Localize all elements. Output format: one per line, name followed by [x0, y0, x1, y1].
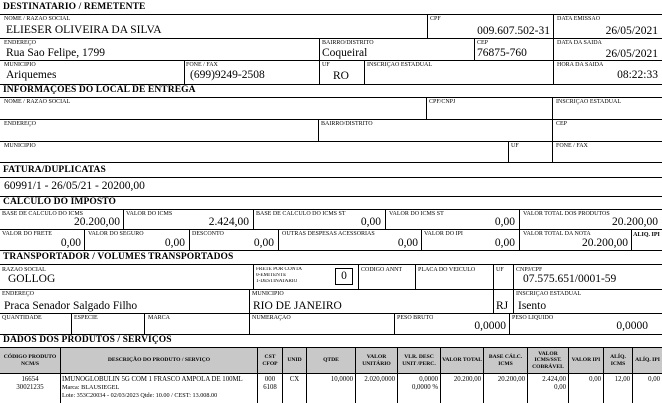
dest-endereco-label: ENDEREÇO [4, 40, 36, 46]
col-codigo-header: CÓDIGO PRODUTO NCM/S [0, 348, 60, 373]
transp-peso-liquido-label: PESO LÍQUIDO [512, 315, 554, 321]
dest-data-saida-label: DATA DA SAIDA [557, 40, 602, 46]
col-aliq-ipi-header: ALÍQ. IPI [633, 348, 662, 373]
dest-data-emissao-label: DATA EMISSÃO [557, 16, 601, 22]
imp-v-ipi-label: VALOR DO IPI [424, 231, 463, 237]
transp-peso-bruto-label: PESO BRUTO [397, 315, 434, 321]
entrega-nome-label: NOME / RAZÃO SOCIAL [4, 99, 71, 105]
transp-ie: Isento [518, 300, 547, 312]
section-title-produtos: DADOS DOS PRODUTOS / SERVIÇOS [3, 335, 172, 345]
transp-razao-label: RAZÃO SOCIAL [2, 267, 46, 273]
entrega-cep-label: CEP [556, 121, 568, 127]
transp-cnpj: 07.575.651/0001-59 [523, 273, 617, 285]
row-cst: 000 [264, 376, 276, 383]
col-cst-header: CST CFOP [258, 348, 282, 373]
row-bc-icms: 20.200,00 [497, 376, 525, 383]
transp-uf-label: UF [496, 267, 504, 273]
row-aliq-ipi: 0,00 [648, 376, 660, 383]
section-title-transportador: TRANSPORTADOR / VOLUMES TRANSPORTADOS [3, 252, 234, 262]
row-desc-line1: IMUNOGLOBULIN 5G COM 1 FRASCO AMPOLA DE 100ML [62, 376, 243, 383]
imp-bc-icms-st-label: BASE DE CÁLCULO DO ICMS ST [256, 211, 346, 217]
imp-v-frete-label: VALOR DO FRETE [2, 231, 52, 237]
col-descricao-header: DESCRIÇÃO DO PRODUTO / SERVIÇO [61, 348, 257, 373]
imp-desconto: 0,00 [253, 237, 274, 249]
transp-cnpj-label: CNPJ/CPF [516, 267, 543, 273]
dest-endereco: Rua Sao Felipe, 1799 [6, 47, 106, 59]
col-qtde-header: QTDE [307, 348, 355, 373]
dest-ie-label: INSCRIÇÃO ESTADUAL [367, 62, 433, 68]
transp-frete-label-2: 0-EMITENTE [256, 273, 287, 278]
transp-endereco: Praca Senador Salgado Filho [4, 300, 138, 312]
row-desc-perc: 0,0000 % [411, 384, 438, 391]
row-desc-line3: Lote: 353C20034 - 02/03/2023 Qtde: 10.00 / CEST: 13.008.00 [62, 392, 218, 399]
imp-v-icms-st: 0,00 [494, 216, 515, 228]
dest-bairro: Coqueiral [322, 47, 368, 59]
dest-cpf-label: CPF [430, 16, 441, 22]
dest-fone: (699)9249-2508 [190, 69, 265, 81]
row-vtotal: 20.200,00 [453, 376, 481, 383]
transp-razao: GOLLOG [8, 273, 56, 285]
imp-aliq-ipi-label: ALIQ. IPI [633, 232, 660, 238]
imp-v-ipi: 0,00 [494, 237, 515, 249]
row-desc-unit: 0,0000 [419, 376, 438, 383]
transp-marca-label: MARCA [148, 315, 171, 321]
section-title-destinatario: DESTINATARIO / REMETENTE [3, 2, 146, 12]
imp-v-produtos-label: VALOR TOTAL DOS PRODUTOS [523, 211, 610, 217]
row-aliq-icms: 12,00 [614, 376, 630, 383]
transp-antt-label: CÓDIGO ANNT [361, 267, 403, 273]
dest-fone-label: FONE / FAX [186, 62, 218, 68]
transp-frete-label-3: 1-DESTINATARIO [256, 279, 298, 284]
entrega-ie-label: INSCRIÇÃO ESTADUAL [556, 99, 622, 105]
dest-municipio-label: MUNICÍPIO [4, 62, 36, 68]
transp-especie-label: ESPÉCIE [74, 315, 98, 321]
imp-bc-icms-label: BASE DE CÁLCULO DO ICMS [2, 211, 84, 217]
imp-v-nota: 20.200,00 [582, 237, 628, 249]
row-cfop: 6108 [263, 384, 277, 391]
dest-nome-label: NOME / RAZÃO SOCIAL [4, 16, 71, 22]
imp-v-icms: 2.424,00 [208, 216, 249, 228]
imp-bc-icms: 20.200,00 [74, 216, 120, 228]
col-bc-icms-header: BASE CÁLC. ICMS [484, 348, 527, 373]
imp-v-seguro: 0,00 [164, 237, 185, 249]
imp-v-icms-st-label: VALOR DO ICMS ST [389, 211, 444, 217]
transp-quantidade-label: QUANTIDADE [2, 315, 42, 321]
transp-numeracao-label: NUMERAÇÃO [252, 315, 291, 321]
dest-hora-saida-label: HORA DA SAÍDA [557, 62, 604, 68]
imp-bc-icms-st: 0,00 [360, 216, 381, 228]
section-title-fatura: FATURA/DUPLICATAS [3, 165, 106, 175]
col-vtotal-header: VALOR TOTAL [441, 348, 483, 373]
col-vipi-header: VALOR IPI [569, 348, 603, 373]
row-qtde: 10,0000 [330, 376, 353, 383]
transp-municipio-label: MUNICÍPIO [252, 291, 284, 297]
row-ncm: 30021235 [16, 384, 44, 391]
dest-cep: 76875-760 [477, 47, 527, 59]
row-vunit: 2.020,0000 [364, 376, 395, 383]
transp-uf: RJ [496, 300, 509, 312]
row-vicms-st: 0,00 [554, 384, 566, 391]
entrega-cpf-label: CPF/CNPJ [429, 99, 456, 105]
transp-frete-label-1: FRETE POR CONTA [256, 267, 302, 272]
transp-placa-label: PLACA DO VEÍCULO [418, 267, 476, 273]
imp-outras-label: OUTRAS DESPESAS ACESSORIAS [282, 231, 375, 237]
section-title-entrega: INFORMAÇÕES DO LOCAL DE ENTREGA [3, 85, 196, 95]
dest-bairro-label: BAIRRO/DISTRITO [322, 40, 374, 46]
entrega-endereco-label: ENDEREÇO [4, 121, 36, 127]
transp-ie-label: INSCRIÇÃO ESTADUAL [516, 291, 582, 297]
imp-v-produtos: 20.200,00 [612, 216, 658, 228]
entrega-uf-label: UF [511, 143, 519, 149]
dest-nome: ELIESER OLIVEIRA DA SILVA [6, 24, 162, 36]
section-title-imposto: CALCULO DO IMPOSTO [3, 197, 116, 207]
col-desc-header: VLR. DESC UNIT /PERC. [398, 348, 440, 373]
dest-municipio: Ariquemes [6, 69, 57, 81]
row-vipi: 0,00 [589, 376, 601, 383]
dest-hora-saida: 08:22:33 [617, 69, 658, 81]
transp-endereco-label: ENDEREÇO [2, 291, 34, 297]
imp-v-icms-label: VALOR DO ICMS [126, 211, 173, 217]
fatura-text: 60991/1 - 26/05/21 - 20200,00 [4, 180, 145, 192]
dest-uf-label: UF [322, 62, 330, 68]
dest-data-emissao: 26/05/2021 [605, 25, 658, 37]
col-aliq-icms-header: ALÍQ. ICMS [604, 348, 632, 373]
col-vunit-header: VALOR UNITÁRIO [356, 348, 397, 373]
row-desc-line2: Marca: BLAUSIEGEL [62, 384, 120, 391]
imp-outras: 0,00 [397, 237, 418, 249]
imp-v-seguro-label: VALOR DO SEGURO [88, 231, 144, 237]
entrega-fone-label: FONE / FAX [556, 143, 588, 149]
row-unid: CX [289, 376, 300, 383]
entrega-bairro-label: BAIRRO/DISTRITO [321, 121, 373, 127]
entrega-municipio-label: MUNICIPIO [4, 143, 36, 149]
dest-cep-label: CEP [477, 40, 489, 46]
transp-peso-liquido: 0,0000 [616, 320, 648, 332]
imp-v-frete: 0,00 [60, 237, 81, 249]
row-vicms: 2.424,00 [542, 376, 566, 383]
col-unid-header: UNID [283, 348, 306, 373]
col-vicms-header: VALOR ICMS/SST. COBRÁVEL [528, 348, 568, 373]
transp-frete-code: 0 [335, 268, 353, 285]
transp-peso-bruto: 0,0000 [474, 320, 506, 332]
imp-desconto-label: DESCONTO [192, 231, 224, 237]
dest-cpf: 009.607.502-31 [477, 25, 550, 37]
row-codigo: 16654 [21, 376, 39, 383]
imp-v-nota-label: VALOR TOTAL DA NOTA [523, 231, 591, 237]
dest-data-saida: 26/05/2021 [605, 48, 658, 60]
transp-municipio: RIO DE JANEIRO [253, 300, 342, 312]
dest-uf: RO [333, 70, 349, 82]
